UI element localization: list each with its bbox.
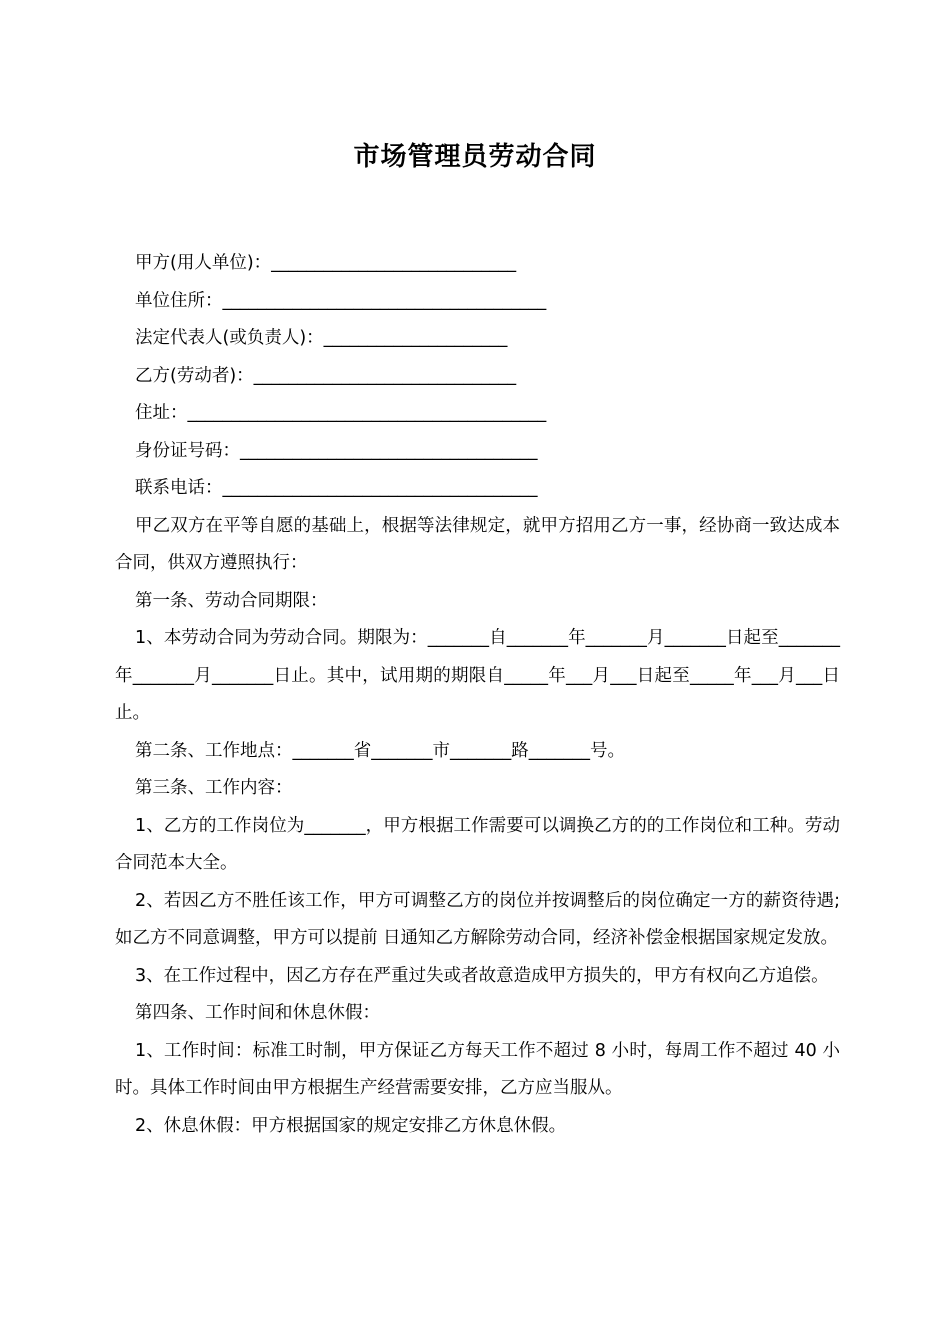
article1-heading: 第一条、劳动合同期限： xyxy=(135,590,328,611)
article2-paragraph: 第二条、工作地点：_______省_______市_______路_______号。 xyxy=(135,740,625,761)
article4-heading: 第四条、工作时间和休息休假： xyxy=(135,1003,380,1023)
legal-representative-field: 法定代表人(或负责人)：_____________________ xyxy=(135,328,508,348)
intro-paragraph: 甲乙双方在平等自愿的基础上，根据等法律规定，就甲方招用乙方一事，经协商一致达成本合同，供双方遵照执行： xyxy=(115,515,840,573)
contract-body xyxy=(115,245,840,1145)
article4-item2: 2、休息休假：甲方根据国家的规定安排乙方休息休假。 xyxy=(135,1115,567,1136)
employer-address-field: 单位住所：_____________________________________ xyxy=(135,290,547,311)
employee-address-field: 住址：_________________________________________ xyxy=(135,403,547,423)
id-number-field: 身份证号码：__________________________________ xyxy=(135,440,538,461)
document-title: 市场管理员劳动合同 xyxy=(353,142,597,172)
article3-item1: 1、乙方的工作岗位为_______，甲方根据工作需要可以调换乙方的的工作岗位和工种。劳动合同范本大全。 xyxy=(115,815,840,873)
article3-item3: 3、在工作过程中，因乙方存在严重过失或者故意造成甲方损失的，甲方有权向乙方追偿。 xyxy=(135,965,829,986)
article3-item2: 2、若因乙方不胜任该工作，甲方可调整乙方的岗位并按调整后的岗位确定一方的薪资待遇;如乙方不同意调整，甲方可以提前 日通知乙方解除劳动合同，经济补偿金根据国家规定发放。 xyxy=(115,890,840,948)
article1-item1: 1、本劳动合同为劳动合同。期限为：_______自_______年_______月_______日起至_______年_______月_______日止。其中，试用期的期限自_____年___月___日起至_____年___月___日止。 xyxy=(115,628,840,723)
employee-field: 乙方(劳动者)：______________________________ xyxy=(135,365,517,386)
article3-heading: 第三条、工作内容： xyxy=(135,778,293,798)
article4-item1: 1、工作时间：标准工时制，甲方保证乙方每天工作不超过 8 小时，每周工作不超过 40 小时。具体工作时间由甲方根据生产经营需要安排，乙方应当服从。 xyxy=(115,1040,840,1098)
employer-field: 甲方(用人单位)：____________________________ xyxy=(135,253,517,273)
phone-field: 联系电话：____________________________________ xyxy=(135,478,538,498)
